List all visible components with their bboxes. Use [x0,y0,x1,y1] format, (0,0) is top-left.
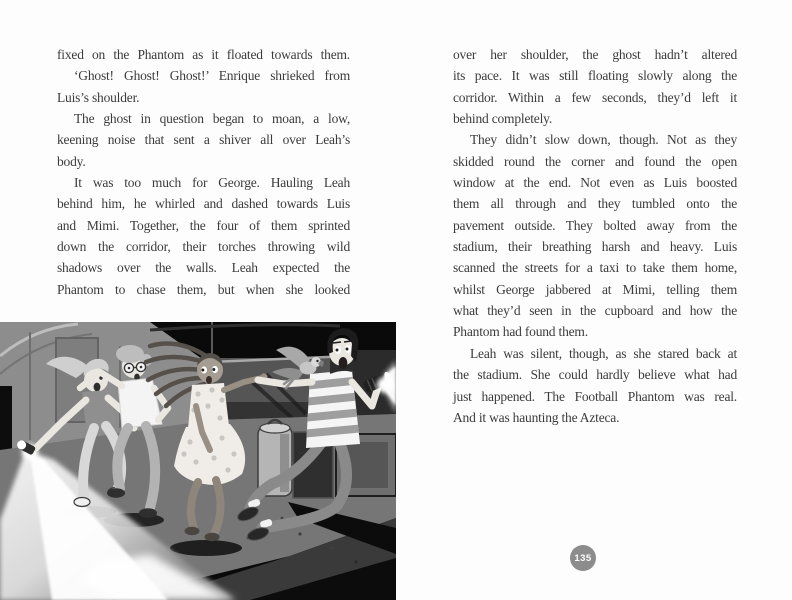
text-line: Leah was silent, though, as she stared back at [470,345,737,361]
right-page-text [453,44,737,428]
page-number-badge [570,545,596,571]
text-line: body. [57,153,86,169]
text-line: them all through and they tumbled onto the [453,196,737,212]
text-line: down the corridor, their torches throwing wild [57,239,350,255]
page-number: 135 [574,552,592,564]
text-line: pavement outside. They bolted away from the [453,217,737,233]
text-line: skidded round the corner and found the open [453,153,737,169]
text-line: over her shoulder, the ghost hadn’t altered [453,47,737,62]
text-line: corridor. Within a few seconds, they’d left it [453,89,737,105]
text-line: what they’d seen in the cupboard and how the [453,303,737,319]
text-line: And it was haunting the Azteca. [453,409,620,425]
text-line: behind completely. [453,111,552,127]
text-line: window at the end. Not even as Luis boosted [453,175,737,191]
text-line: behind him, he whirled and dashed towards Luis [57,196,350,212]
text-line: They didn’t slow down, though. Not as they [470,132,737,148]
text-line: Phantom to chase them, but when she looked [57,281,350,297]
left-page-text [57,44,350,300]
text-line: shadows over the walls. Leah expected the [57,260,350,276]
text-line: Luis’s shoulder. [57,89,140,105]
text-line: Phantom had found them. [453,324,588,340]
text-line: its pace. It was still floating slowly along the [453,68,737,84]
text-line: the stadium. She could hardly believe what had [453,367,737,383]
text-line: and Mimi. Together, the four of them sprinted [57,217,350,233]
text-line: It was too much for George. Hauling Leah [74,175,350,191]
text-line: whilst George jabbered at Mimi, telling them [453,281,737,297]
story-illustration [0,322,396,600]
text-line: stadium, their breathing harsh and heavy. Luis [453,239,737,255]
text-line: ‘Ghost! Ghost! Ghost!’ Enrique shrieked from [74,68,350,84]
shadow [170,540,242,556]
text-line: scanned the streets for a taxi to take them home, [453,260,737,276]
text-line: The ghost in question began to moan, a low, [74,111,350,127]
text-line: keening noise that sent a shiver all over Leah’s [57,132,350,148]
text-line: just happened. The Football Phantom was real. [453,388,737,404]
text-line: fixed on the Phantom as it floated towards them. [57,47,350,62]
